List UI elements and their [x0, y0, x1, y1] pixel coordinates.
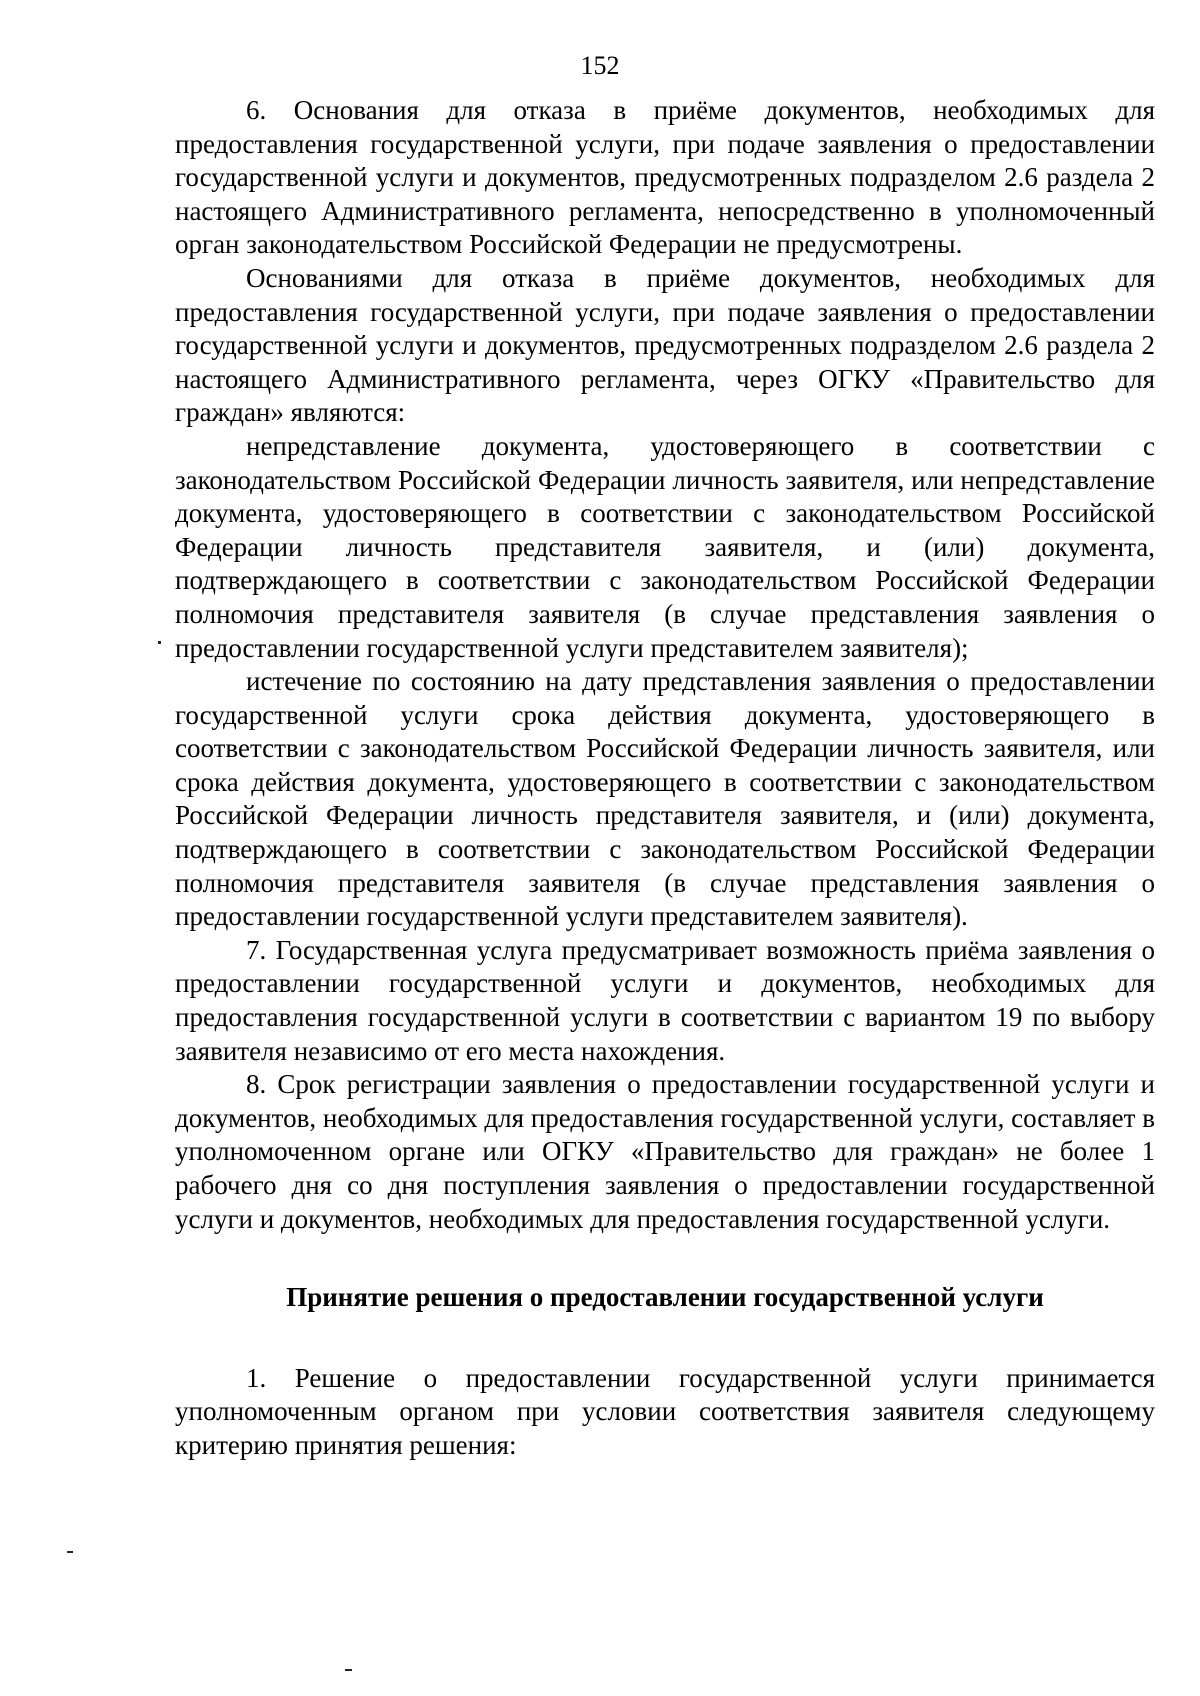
- section-heading: Принятие решения о предоставлении государственной услуги: [286, 1282, 1044, 1313]
- document-body: [175, 94, 1155, 1463]
- scan-speck: [345, 1669, 352, 1671]
- paragraph-decision-1: 1. Решение о предоставлении государственной услуги принимается уполномоченным органом при условии соответствия заявителя следующему критерию принятия решения:: [175, 1362, 1155, 1460]
- scan-speck: [158, 641, 161, 644]
- paragraph-7: 7. Государственная услуга предусматривает возможность приёма заявления о предоставлении государственной услуги и документов, необходимых для предоставления государственной услуги в соответствии с вариантом 19 по выбору заявителя независимо от его места нахождения.: [175, 934, 1155, 1066]
- scan-speck: [67, 1551, 73, 1553]
- paragraph-non-submission: непредставление документа, удостоверяющего в соответствии с законодательством Российской Федерации личность заявителя, или непредставление документа, удостоверяющего в соответствии с законодательством Российской Федерации личность представителя заявителя, и (или) документа, подтверждающего в соответствии с законодательством Российской Федерации полномочия представителя заявителя (в случае представления заявления о предоставлении государственной услуги представителем заявителя);: [175, 430, 1155, 663]
- paragraph-expiry: истечение по состоянию на дату представления заявления о предоставлении государственной услуги срока действия документа, удостоверяющего в соответствии с законодательством Российской Федерации личность заявителя, или срока действия документа, удостоверяющего в соответствии с законодательством Российской Федерации личность представителя заявителя, и (или) документа, подтверждающего в соответствии с законодательством Российской Федерации полномочия представителя заявителя (в случае представления заявления о предоставлении государственной услуги представителем заявителя).: [175, 666, 1155, 932]
- paragraph-grounds: Основаниями для отказа в приёме документов, необходимых для предоставления государственной услуги, при подаче заявления о предоставлении государственной услуги и документов, предусмотренных подразделом 2.6 раздела 2 настоящего Административного регламента, через ОГКУ «Правительство для граждан» являются:: [175, 262, 1155, 428]
- page-number: 152: [580, 51, 620, 80]
- paragraph-6: 6. Основания для отказа в приёме документов, необходимых для предоставления государственной услуги, при подаче заявления о предоставлении государственной услуги и документов, предусмотренных подразделом 2.6 раздела 2 настоящего Административного регламента, непосредственно в уполномоченный орган законодательством Российской Федерации не предусмотрены.: [175, 95, 1155, 260]
- paragraph-8: 8. Срок регистрации заявления о предоставлении государственной услуги и документов, необходимых для предоставления государственной услуги, составляет в уполномоченном органе или ОГКУ «Правительство для граждан» не более 1 рабочего дня со дня поступления заявления о предоставлении государственной услуги и документов, необходимых для предоставления государственной услуги.: [175, 1069, 1155, 1234]
